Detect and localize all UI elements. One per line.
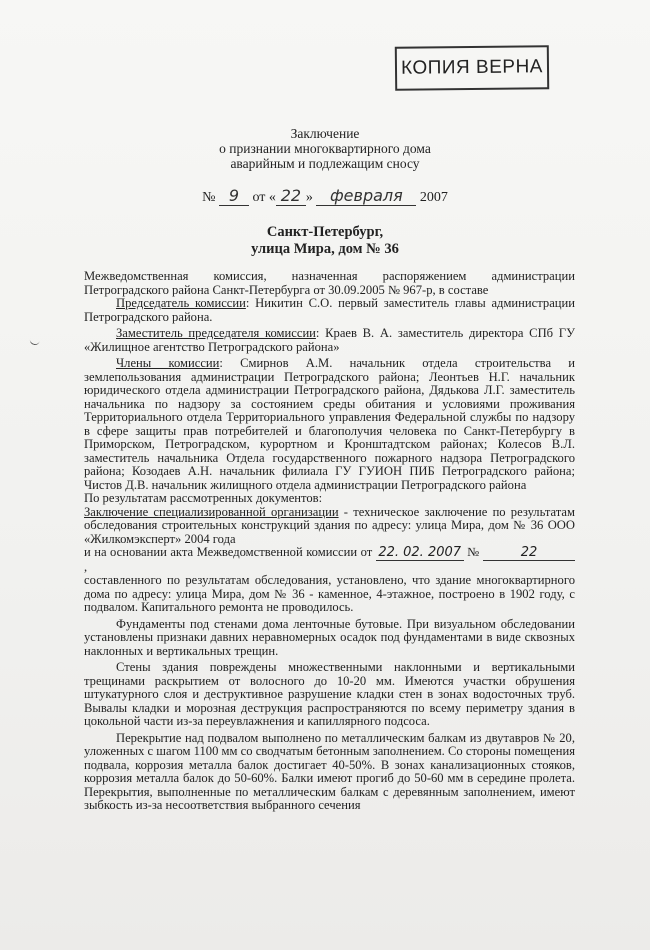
- object-address: [0, 224, 650, 258]
- act-number: 22: [483, 546, 575, 561]
- foundations-paragraph: Фундаменты под стенами дома ленточные бутовые. При визуальном обследовании установлены признаки давних неравномерных осадок под фундаментами в виде сквозных наклонных и вертикальных трещин.: [84, 616, 575, 658]
- deputy-paragraph: [84, 327, 575, 354]
- close-quote: »: [305, 190, 313, 205]
- conclusion-label: Заключение специализированной организации: [84, 504, 339, 519]
- deputy-text: : Краев В. А. заместитель директора СПб ГУ «Жилищное агентство Петроградского района»: [84, 326, 575, 354]
- members-paragraph: [84, 357, 575, 492]
- deputy-label: Заместитель председателя комиссии: [116, 326, 316, 340]
- act-prefix: и на основании акта Межведомственной комиссии от: [84, 545, 376, 559]
- document-number: 9: [219, 186, 249, 206]
- chair-paragraph: [84, 297, 575, 324]
- document-day: 22: [276, 186, 306, 206]
- conclusion-paragraph: [84, 506, 575, 547]
- act-number-label: №: [463, 545, 483, 559]
- address-street: улица Мира, дом № 36: [251, 241, 399, 257]
- document-number-line: [0, 186, 650, 206]
- members-label: Члены комиссии: [116, 356, 220, 370]
- title-line-1: Заключение: [290, 126, 360, 141]
- members-text: : Смирнов А.М. начальник отдела строительства и землепользования администрации Петроградского района; Леонтьев Н.Г. начальник юридического отдела администрации Петроградского района, Дядькова Л.Г. заместитель начальника по надзору за состоянием среды обитания и условиями проживания Территориального отдела Территориального управления Федеральной службы по надзору в сфере защиты прав потребителей и благополучия человека по Санкт-Петербургу в Приморском, Петроградском, курортном и Кронштадтском районах; Колесов В.Л. заместитель начальника Отдела государственного пожарного надзора Петроградского района; Козодаев А.Н. начальник филиала ГУ ГУИОН ПИБ Петроградского района; Чистов Д.В. начальник жилищного отдела администрации Петроградского района: [84, 356, 575, 492]
- copy-certified-stamp: КОПИЯ ВЕРНА: [395, 45, 549, 91]
- floors-paragraph: Перекрытие над подвалом выполнено по металлическим балкам из двутавров № 20, уложенных с шагом 1100 мм со сводчатым бетонным заполнением. Со стороны помещения подвала, коррозия металла балок достигает 40-50%. В зонах канализационных стояков, коррозия металла балок до 50-60%. Балки имеют прогиб до 50-60 мм в середине пролета. Перекрытия, выполненные по металлическим балкам с деревянным заполнением, имеют зыбкость из-за несоответствия выбранного сечения: [84, 730, 575, 812]
- act-line: [84, 546, 575, 574]
- chair-label: Председатель комиссии: [116, 296, 246, 310]
- title-line-2: о признании многоквартирного дома: [219, 141, 431, 156]
- from-label: от: [252, 190, 266, 205]
- number-label: №: [202, 190, 216, 205]
- address-city: Санкт-Петербург,: [266, 224, 384, 240]
- document-title: [0, 126, 650, 171]
- open-quote: «: [268, 190, 276, 205]
- margin-pen-mark: [29, 333, 42, 346]
- results-line: По результатам рассмотренных документов:: [84, 491, 323, 505]
- document-year: 2007: [419, 190, 448, 205]
- act-date: 22. 02. 2007: [376, 546, 464, 561]
- walls-paragraph: Стены здания повреждены множественными наклонными и вертикальными трещинами раскрытием от волосного до 10-20 мм. Имеются участки обрушения штукатурного слоя и деструктивное разрушение кладки стен в зонах водосточных труб. Вывалы кладки и морозная деструкция распространяются по всему периметру здания в цокольной части из-за переувлажнения и капиллярного подсоса.: [84, 660, 575, 728]
- conclusion-text: - техническое заключение по результатам обследования строительных конструкций здания по адресу: улица Мира, дом № 36 ООО «Жилкомэксперт» 2004 года: [84, 504, 575, 546]
- act-suffix: ,: [84, 559, 88, 574]
- act-continuation: составленного по результатам обследования, установлено, что здание многоквартирного дома по адресу: улица Мира, дом № 36 - каменное, 4-этажное, построено в 1902 году, с подвалом. Капитального ремонта не проводилось.: [84, 573, 575, 614]
- title-line-3: аварийным и подлежащим сносу: [230, 156, 420, 171]
- commission-intro: Межведомственная комиссия, назначенная распоряжением администрации Петроградского района Санкт-Петербурга от 30.09.2005 № 967-р, в составе: [84, 269, 575, 297]
- chair-text: : Никитин С.О. первый заместитель главы администрации Петроградского района.: [84, 296, 576, 324]
- document-month: февраля: [316, 186, 416, 206]
- document-body: [84, 270, 575, 813]
